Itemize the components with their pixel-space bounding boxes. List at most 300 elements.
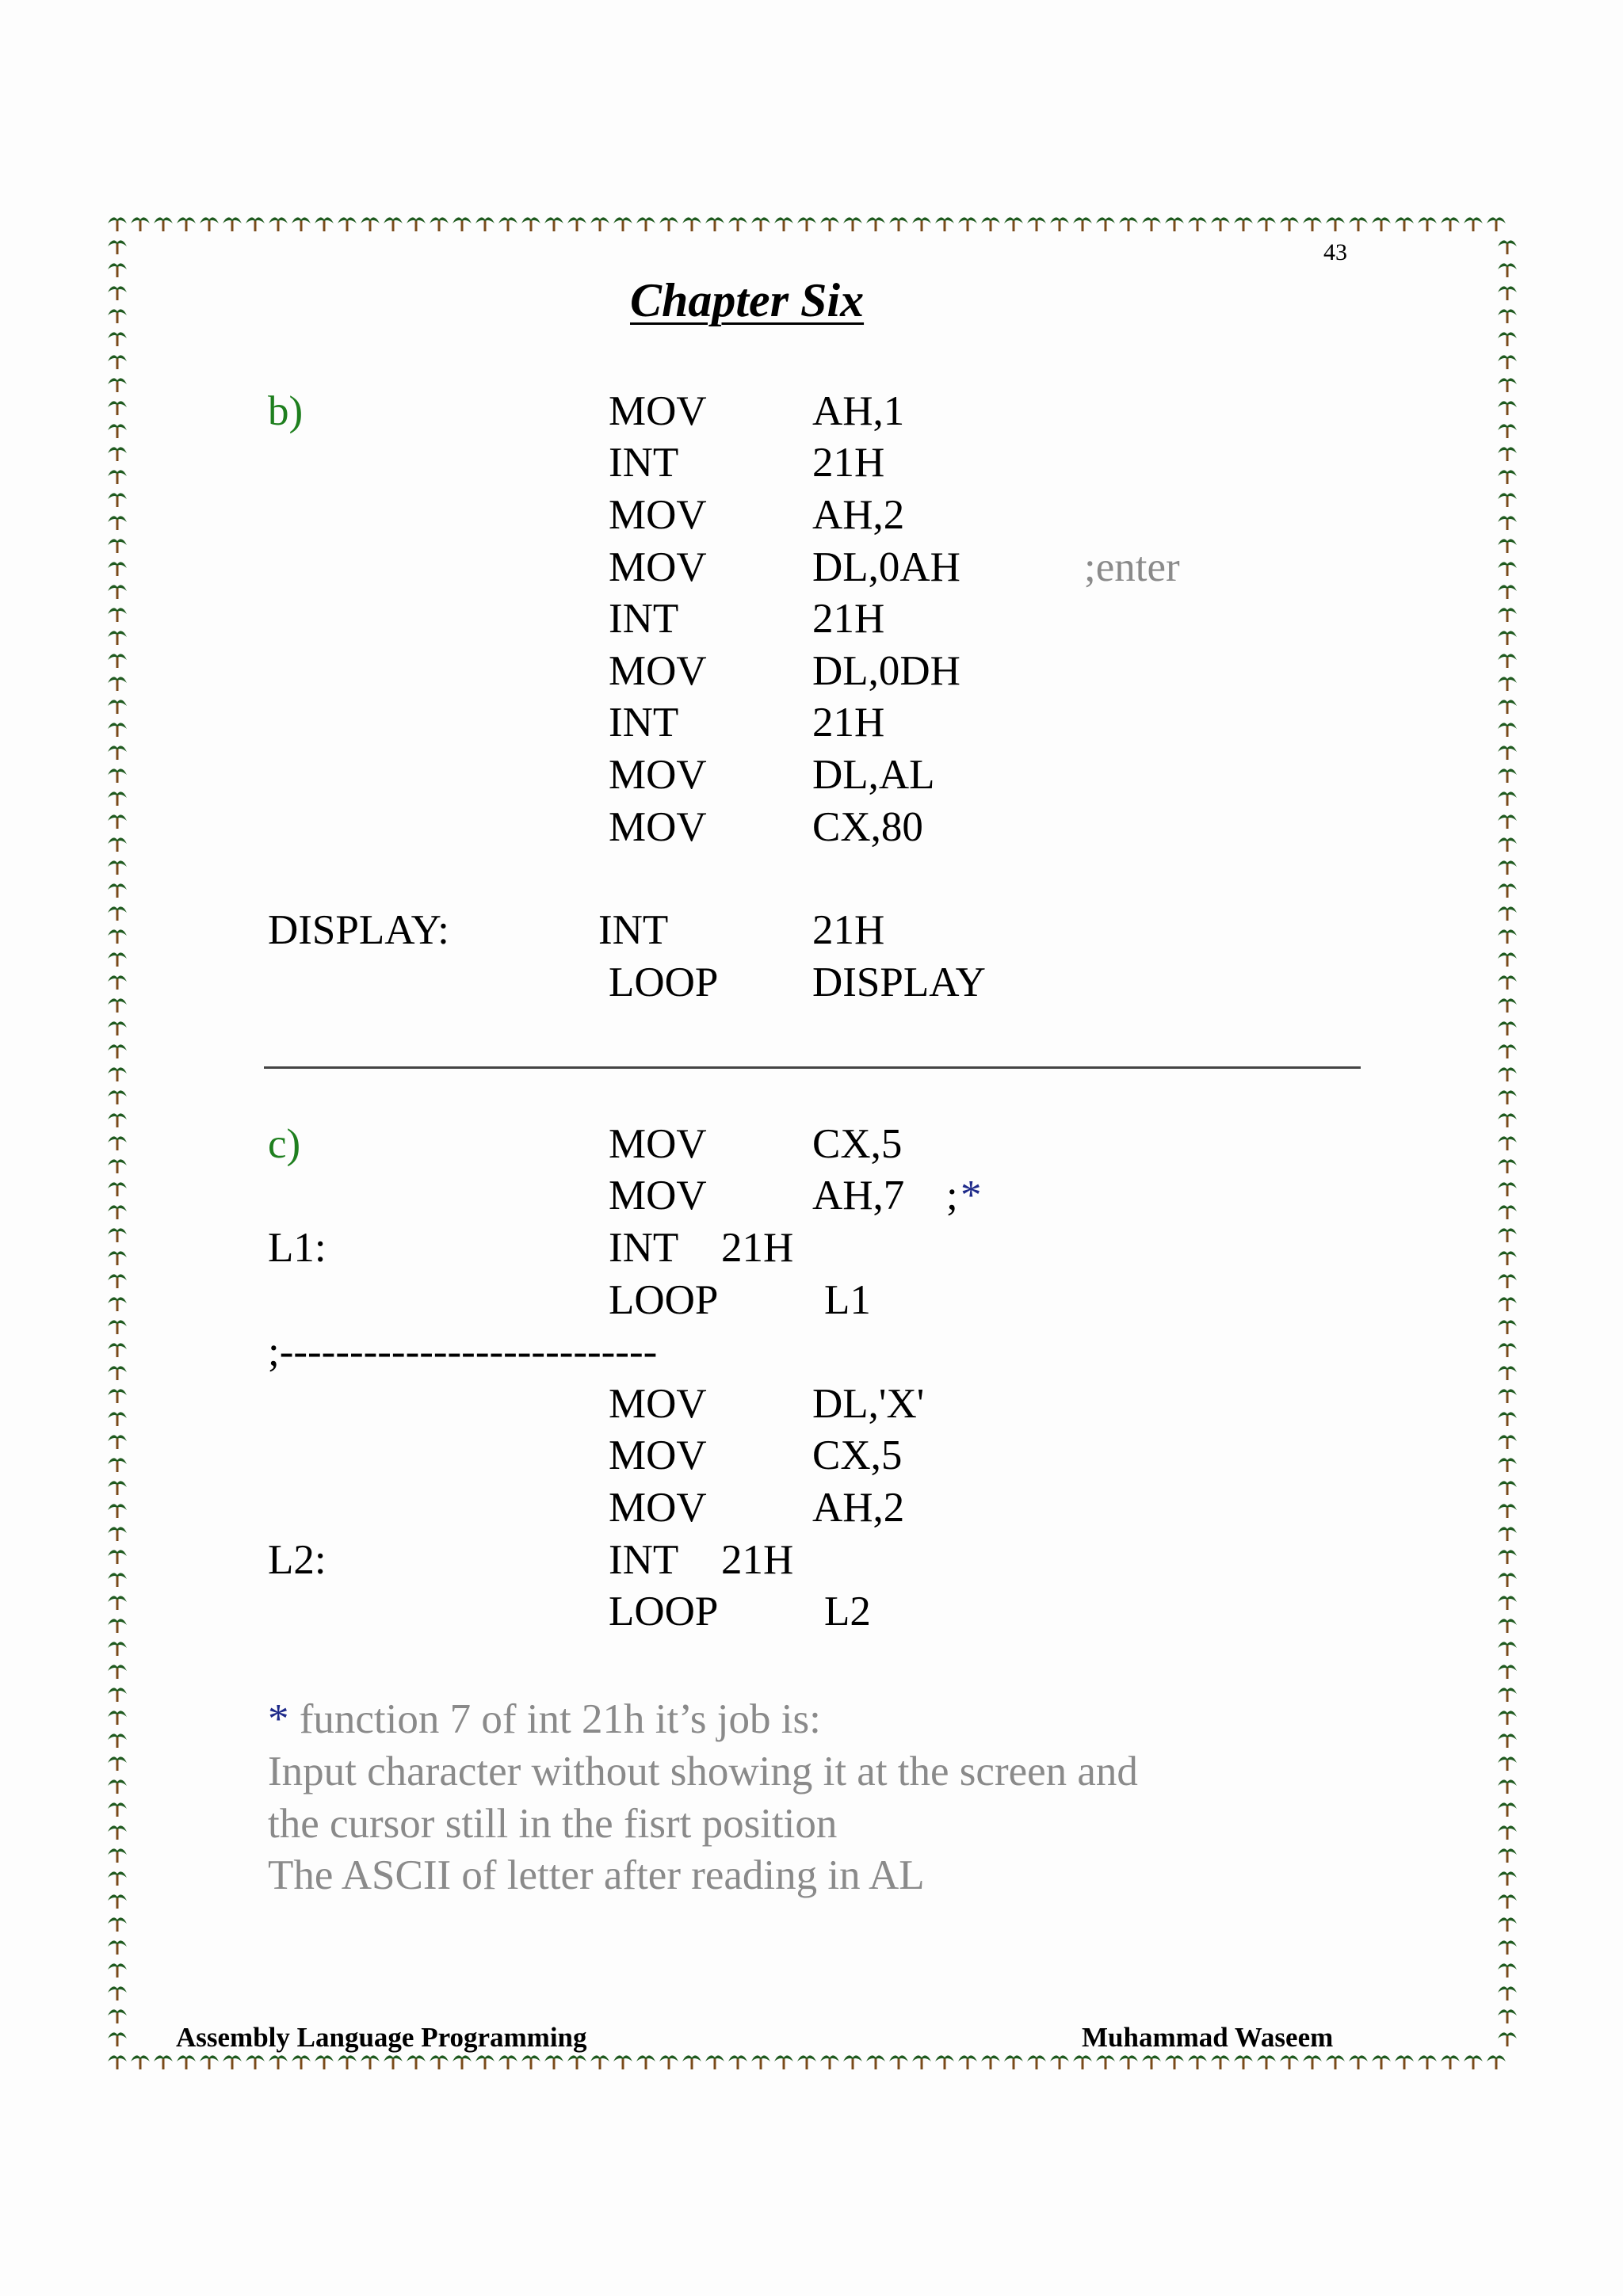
palm-tree-icon	[1498, 493, 1517, 507]
palm-tree-icon	[1498, 746, 1517, 760]
palm-tree-icon	[108, 470, 127, 484]
palm-tree-icon	[1498, 1596, 1517, 1610]
palm-tree-icon	[958, 2055, 977, 2069]
code-arg: 21H	[812, 907, 885, 953]
palm-tree-icon	[636, 217, 655, 231]
palm-tree-icon	[1498, 1251, 1517, 1265]
palm-tree-icon	[1188, 217, 1207, 231]
note-line-4: The ASCII of letter after reading in AL	[268, 1852, 925, 1898]
display-label: DISPLAY:	[268, 907, 449, 953]
code-arg: DL,'X'	[812, 1381, 925, 1427]
palm-tree-icon	[1498, 769, 1517, 783]
code-op: INT	[598, 907, 669, 953]
palm-tree-icon	[1464, 217, 1483, 231]
palm-tree-icon	[1441, 2055, 1460, 2069]
palm-tree-icon	[1498, 975, 1517, 990]
palm-tree-icon	[108, 1021, 127, 1035]
palm-tree-icon	[154, 217, 173, 231]
palm-tree-icon	[108, 952, 127, 967]
palm-tree-icon	[1326, 2055, 1345, 2069]
palm-tree-icon	[131, 217, 150, 231]
palm-tree-icon	[1234, 217, 1253, 231]
code-op: INT	[609, 440, 679, 486]
palm-tree-icon	[108, 1733, 127, 1748]
code-op: MOV	[609, 1485, 707, 1531]
palm-tree-icon	[1498, 1343, 1517, 1357]
section-divider	[264, 1066, 1361, 1069]
palm-tree-icon	[751, 2055, 770, 2069]
palm-tree-icon	[1498, 1894, 1517, 1909]
code-op: LOOP	[609, 1589, 719, 1634]
note-text: function 7 of int 21h it’s job is:	[288, 1696, 821, 1742]
palm-tree-icon	[1498, 1481, 1517, 1495]
code-op: MOV	[609, 648, 707, 694]
palm-tree-icon	[108, 1917, 127, 1932]
palm-tree-icon	[108, 1986, 127, 2000]
chapter-title: Chapter Six	[630, 274, 865, 326]
palm-tree-icon	[1464, 2055, 1483, 2069]
palm-tree-icon	[1257, 2055, 1276, 2069]
palm-tree-icon	[682, 217, 701, 231]
code-arg: 21H	[721, 1225, 794, 1271]
palm-tree-icon	[338, 2055, 357, 2069]
palm-tree-icon	[1498, 608, 1517, 622]
palm-tree-icon	[1050, 217, 1069, 231]
palm-tree-icon	[108, 1619, 127, 1633]
palm-tree-icon	[1395, 217, 1414, 231]
code-arg: CX,80	[812, 804, 923, 850]
palm-tree-icon	[1050, 2055, 1069, 2069]
palm-tree-icon	[567, 217, 586, 231]
l2-label: L2:	[268, 1537, 327, 1583]
palm-tree-icon	[1498, 1802, 1517, 1817]
palm-tree-icon	[200, 2055, 219, 2069]
palm-tree-icon	[797, 2055, 816, 2069]
palm-tree-icon	[430, 217, 449, 231]
palm-tree-icon	[1498, 1550, 1517, 1564]
palm-tree-icon	[1498, 240, 1517, 254]
palm-tree-icon	[1498, 1573, 1517, 1587]
palm-tree-icon	[751, 217, 770, 231]
palm-tree-icon	[1004, 2055, 1023, 2069]
palm-tree-icon	[1498, 1871, 1517, 1886]
palm-tree-icon	[1257, 217, 1276, 231]
code-op: MOV	[609, 1121, 707, 1167]
palm-tree-icon	[1027, 217, 1046, 231]
palm-tree-icon	[1498, 723, 1517, 737]
palm-tree-icon	[521, 2055, 540, 2069]
palm-tree-icon	[774, 2055, 793, 2069]
palm-tree-icon	[1498, 906, 1517, 921]
palm-tree-icon	[1498, 263, 1517, 277]
palm-tree-icon	[521, 217, 540, 231]
palm-tree-icon	[544, 2055, 563, 2069]
palm-tree-icon	[1498, 286, 1517, 300]
code-arg: 21H	[812, 440, 885, 486]
palm-tree-icon	[108, 1067, 127, 1081]
palm-tree-icon	[108, 837, 127, 852]
palm-tree-icon	[498, 217, 517, 231]
code-arg: DL,AL	[812, 752, 935, 798]
palm-tree-icon	[1498, 470, 1517, 484]
palm-tree-icon	[1498, 1389, 1517, 1403]
section-c-label: c)	[268, 1121, 301, 1167]
palm-tree-icon	[1498, 1665, 1517, 1679]
palm-tree-icon	[108, 1297, 127, 1311]
section-b-label: b)	[268, 388, 304, 434]
code-comment: ;enter	[1084, 544, 1180, 590]
palm-tree-icon	[1303, 217, 1322, 231]
palm-tree-icon	[1498, 539, 1517, 553]
palm-tree-icon	[1498, 1779, 1517, 1794]
asterisk-mark: *	[268, 1696, 289, 1742]
palm-tree-icon	[453, 2055, 472, 2069]
palm-tree-icon	[1498, 883, 1517, 898]
palm-tree-icon	[1498, 814, 1517, 829]
palm-tree-icon	[361, 217, 380, 231]
palm-tree-icon	[108, 1044, 127, 1058]
palm-tree-icon	[1096, 2055, 1115, 2069]
palm-tree-icon	[108, 1274, 127, 1288]
palm-tree-icon	[1027, 2055, 1046, 2069]
palm-tree-icon	[1498, 952, 1517, 967]
palm-tree-icon	[177, 217, 196, 231]
palm-tree-icon	[1303, 2055, 1322, 2069]
palm-tree-icon	[498, 2055, 517, 2069]
palm-tree-icon	[958, 217, 977, 231]
palm-tree-icon	[108, 585, 127, 599]
palm-tree-icon	[912, 217, 931, 231]
palm-tree-icon	[108, 677, 127, 691]
palm-tree-icon	[1498, 1159, 1517, 1173]
palm-tree-icon	[1498, 998, 1517, 1013]
palm-tree-icon	[108, 1458, 127, 1472]
palm-tree-icon	[131, 2055, 150, 2069]
palm-tree-icon	[1418, 217, 1437, 231]
palm-tree-icon	[108, 1228, 127, 1242]
code-arg: CX,5	[812, 1121, 903, 1167]
code-comment-separator: ;	[946, 1173, 958, 1219]
palm-tree-icon	[889, 2055, 908, 2069]
palm-tree-icon	[1498, 1688, 1517, 1702]
palm-tree-icon	[1498, 1848, 1517, 1863]
palm-tree-icon	[705, 2055, 724, 2069]
code-arg: DL,0DH	[812, 648, 960, 694]
palm-tree-icon	[613, 217, 632, 231]
palm-tree-icon	[108, 401, 127, 415]
palm-tree-icon	[108, 746, 127, 760]
code-arg: L2	[824, 1589, 871, 1634]
palm-tree-icon	[108, 1343, 127, 1357]
palm-tree-icon	[1498, 447, 1517, 461]
palm-tree-icon	[108, 998, 127, 1013]
palm-tree-icon	[1280, 217, 1299, 231]
palm-tree-icon	[108, 1848, 127, 1863]
palm-tree-icon	[1498, 1733, 1517, 1748]
palm-tree-icon	[1498, 1963, 1517, 1978]
palm-tree-icon	[1211, 2055, 1230, 2069]
palm-tree-icon	[1498, 401, 1517, 415]
palm-tree-icon	[108, 539, 127, 553]
palm-tree-icon	[1498, 860, 1517, 875]
palm-tree-icon	[1498, 1113, 1517, 1127]
palm-tree-icon	[1498, 1067, 1517, 1081]
palm-tree-icon	[108, 1825, 127, 1840]
palm-tree-icon	[1498, 585, 1517, 599]
palm-tree-icon	[108, 791, 127, 806]
palm-tree-icon	[1498, 1940, 1517, 1955]
palm-tree-icon	[659, 2055, 678, 2069]
code-arg: L1	[824, 1277, 871, 1323]
palm-tree-icon	[246, 2055, 265, 2069]
palm-tree-icon	[636, 2055, 655, 2069]
palm-tree-icon	[108, 1389, 127, 1403]
code-arg: 21H	[812, 700, 885, 746]
code-op: MOV	[609, 544, 707, 590]
palm-tree-icon	[1498, 1412, 1517, 1426]
palm-tree-icon	[1498, 562, 1517, 576]
palm-tree-icon	[1498, 1044, 1517, 1058]
palm-tree-icon	[108, 378, 127, 392]
palm-tree-icon	[108, 493, 127, 507]
palm-tree-icon	[154, 2055, 173, 2069]
palm-tree-icon	[659, 217, 678, 231]
palm-tree-icon	[1498, 1825, 1517, 1840]
palm-tree-icon	[728, 217, 747, 231]
palm-tree-icon	[292, 217, 311, 231]
palm-tree-icon	[407, 217, 426, 231]
palm-tree-icon	[1142, 217, 1161, 231]
code-op: MOV	[609, 1432, 707, 1478]
palm-tree-icon	[1498, 1274, 1517, 1288]
palm-tree-icon	[1349, 2055, 1368, 2069]
palm-tree-icon	[108, 1320, 127, 1334]
palm-tree-icon	[108, 263, 127, 277]
palm-tree-icon	[935, 217, 954, 231]
palm-tree-icon	[108, 723, 127, 737]
palm-tree-icon	[1498, 837, 1517, 852]
palm-tree-icon	[1498, 1297, 1517, 1311]
palm-tree-icon	[1498, 2032, 1517, 2046]
palm-tree-icon	[1498, 1527, 1517, 1541]
palm-tree-icon	[108, 906, 127, 921]
palm-tree-icon	[338, 217, 357, 231]
asterisk-mark: *	[960, 1173, 982, 1219]
palm-tree-icon	[108, 286, 127, 300]
palm-tree-icon	[1498, 791, 1517, 806]
palm-tree-icon	[108, 1159, 127, 1173]
palm-tree-icon	[384, 217, 403, 231]
palm-tree-icon	[1280, 2055, 1299, 2069]
palm-tree-icon	[1073, 217, 1092, 231]
palm-tree-icon	[797, 217, 816, 231]
palm-tree-icon	[292, 2055, 311, 2069]
palm-tree-icon	[705, 217, 724, 231]
palm-tree-icon	[108, 1136, 127, 1150]
page-number: 43	[1323, 239, 1347, 265]
palm-tree-icon	[453, 217, 472, 231]
palm-tree-icon	[108, 1113, 127, 1127]
palm-tree-icon	[1498, 700, 1517, 714]
palm-tree-icon	[108, 1090, 127, 1104]
palm-tree-icon	[315, 217, 334, 231]
palm-tree-icon	[682, 2055, 701, 2069]
palm-tree-icon	[1498, 1458, 1517, 1472]
palm-tree-icon	[1004, 217, 1023, 231]
code-arg: 21H	[812, 596, 885, 642]
palm-tree-icon	[108, 883, 127, 898]
palm-tree-icon	[108, 447, 127, 461]
palm-tree-icon	[1119, 2055, 1138, 2069]
palm-tree-icon	[1418, 2055, 1437, 2069]
palm-tree-icon	[430, 2055, 449, 2069]
code-op: LOOP	[609, 1277, 719, 1323]
l1-label: L1:	[268, 1225, 327, 1271]
comment-separator: ;---------------------------	[268, 1329, 658, 1375]
palm-tree-icon	[889, 217, 908, 231]
palm-tree-icon	[613, 2055, 632, 2069]
palm-tree-icon	[1498, 309, 1517, 323]
palm-tree-icon	[108, 1756, 127, 1771]
palm-tree-icon	[820, 2055, 839, 2069]
palm-tree-icon	[108, 562, 127, 576]
palm-tree-icon	[866, 2055, 885, 2069]
palm-tree-icon	[108, 1894, 127, 1909]
note-line-2: Input character without showing it at the screen and	[268, 1749, 1138, 1794]
palm-tree-icon	[269, 2055, 288, 2069]
palm-tree-icon	[1498, 1182, 1517, 1196]
palm-tree-icon	[108, 2009, 127, 2023]
palm-tree-icon	[843, 217, 862, 231]
palm-tree-icon	[475, 2055, 495, 2069]
palm-tree-icon	[544, 217, 563, 231]
code-op: INT	[609, 1225, 679, 1271]
palm-tree-icon	[1142, 2055, 1161, 2069]
code-op: INT	[609, 700, 679, 746]
palm-tree-icon	[108, 1596, 127, 1610]
palm-tree-icon	[108, 1481, 127, 1495]
palm-tree-icon	[866, 217, 885, 231]
palm-tree-icon	[269, 217, 288, 231]
palm-tree-icon	[108, 1871, 127, 1886]
palm-tree-icon	[177, 2055, 196, 2069]
palm-tree-icon	[912, 2055, 931, 2069]
palm-tree-icon	[1498, 1986, 1517, 2000]
palm-tree-icon	[108, 1205, 127, 1219]
palm-tree-icon	[1234, 2055, 1253, 2069]
palm-tree-icon	[384, 2055, 403, 2069]
palm-tree-icon	[223, 217, 242, 231]
palm-tree-icon	[1498, 1366, 1517, 1380]
palm-tree-icon	[1096, 217, 1115, 231]
palm-tree-icon	[981, 2055, 1000, 2069]
code-arg: AH,7	[812, 1173, 905, 1219]
palm-tree-icon	[1498, 1320, 1517, 1334]
palm-tree-icon	[1395, 2055, 1414, 2069]
palm-tree-icon	[1326, 217, 1345, 231]
palm-tree-icon	[1498, 1021, 1517, 1035]
palm-border-left	[105, 211, 129, 2073]
palm-tree-icon	[108, 1504, 127, 1518]
palm-tree-icon	[246, 217, 265, 231]
palm-tree-icon	[1498, 631, 1517, 645]
palm-tree-icon	[1498, 654, 1517, 668]
palm-tree-icon	[361, 2055, 380, 2069]
code-op: MOV	[609, 1381, 707, 1427]
palm-border-top	[105, 211, 1519, 235]
palm-tree-icon	[407, 2055, 426, 2069]
palm-tree-icon	[108, 1688, 127, 1702]
code-arg: CX,5	[812, 1432, 903, 1478]
code-arg: AH,1	[812, 388, 905, 434]
palm-tree-icon	[728, 2055, 747, 2069]
palm-tree-icon	[108, 1779, 127, 1794]
palm-tree-icon	[1498, 1136, 1517, 1150]
palm-tree-icon	[1498, 1504, 1517, 1518]
palm-tree-icon	[108, 700, 127, 714]
palm-tree-icon	[108, 975, 127, 990]
palm-tree-icon	[108, 1527, 127, 1541]
palm-tree-icon	[1498, 332, 1517, 346]
code-arg: DL,0AH	[812, 544, 960, 590]
palm-tree-icon	[1372, 2055, 1391, 2069]
palm-tree-icon	[1498, 378, 1517, 392]
palm-tree-icon	[108, 1665, 127, 1679]
palm-tree-icon	[108, 1182, 127, 1196]
palm-tree-icon	[475, 217, 495, 231]
palm-tree-icon	[108, 2032, 127, 2046]
palm-tree-icon	[108, 608, 127, 622]
palm-tree-icon	[1498, 929, 1517, 944]
palm-tree-icon	[567, 2055, 586, 2069]
footer-right: Muhammad Waseem	[1082, 2022, 1334, 2053]
palm-tree-icon	[108, 332, 127, 346]
palm-tree-icon	[590, 217, 609, 231]
palm-tree-icon	[1372, 217, 1391, 231]
palm-tree-icon	[1498, 1711, 1517, 1725]
palm-tree-icon	[108, 814, 127, 829]
palm-tree-icon	[223, 2055, 242, 2069]
palm-tree-icon	[1073, 2055, 1092, 2069]
note-line-1	[268, 1695, 821, 1743]
palm-tree-icon	[108, 860, 127, 875]
palm-tree-icon	[108, 1940, 127, 1955]
code-arg: AH,2	[812, 1485, 905, 1531]
palm-tree-icon	[1165, 2055, 1184, 2069]
palm-tree-icon	[1165, 217, 1184, 231]
palm-tree-icon	[1498, 355, 1517, 369]
code-op: MOV	[609, 388, 707, 434]
note-line-3: the cursor still in the fisrt position	[268, 1801, 838, 1847]
code-op: INT	[609, 1537, 679, 1583]
code-arg: 21H	[721, 1537, 794, 1583]
palm-tree-icon	[1498, 424, 1517, 438]
palm-tree-icon	[935, 2055, 954, 2069]
palm-tree-icon	[108, 929, 127, 944]
palm-tree-icon	[1498, 1619, 1517, 1633]
palm-tree-icon	[108, 1366, 127, 1380]
palm-tree-icon	[108, 631, 127, 645]
palm-tree-icon	[1498, 1642, 1517, 1656]
palm-tree-icon	[1119, 217, 1138, 231]
palm-tree-icon	[108, 654, 127, 668]
palm-tree-icon	[1211, 217, 1230, 231]
code-op: MOV	[609, 752, 707, 798]
palm-tree-icon	[1188, 2055, 1207, 2069]
palm-tree-icon	[1498, 516, 1517, 530]
code-op: MOV	[609, 804, 707, 850]
palm-border-right	[1495, 211, 1519, 2073]
